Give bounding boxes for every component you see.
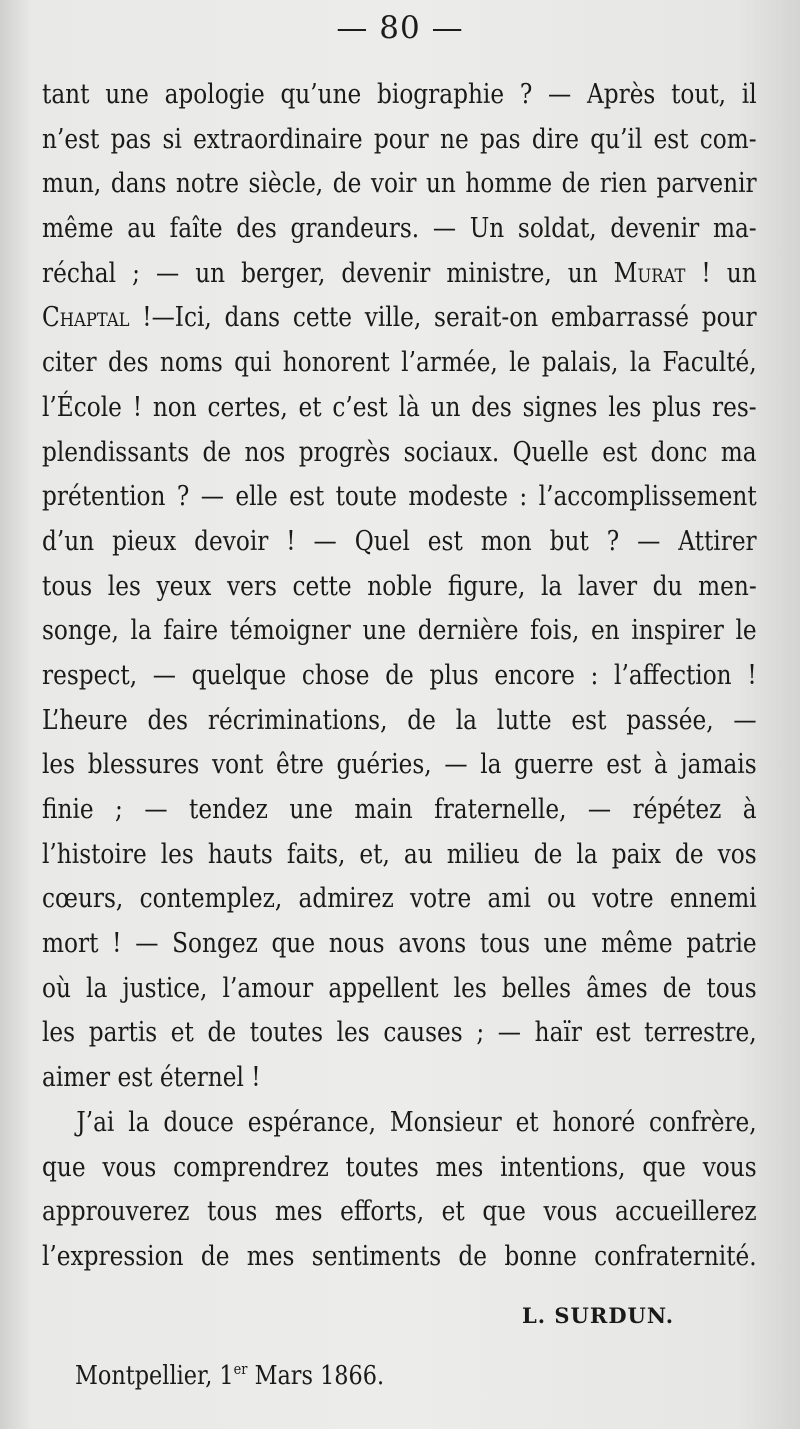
text-line: citer des noms qui honorent l’armée, le palais, la Faculté, — [42, 347, 757, 379]
text-line: approuverez tous mes efforts, et que vous accueillerez — [42, 1196, 757, 1228]
page-number: — 80 — — [336, 10, 464, 46]
date-place: Montpellier, 1 — [75, 1361, 234, 1391]
place-and-date — [75, 1360, 384, 1391]
date-rest: Mars 1866. — [247, 1361, 385, 1391]
text-line: l’expression de mes sentiments de bonne confraternité. — [42, 1240, 757, 1272]
text-line: prétention ? — elle est toute modeste : l’accomplissement — [42, 481, 757, 513]
signature: L. SURDUN. — [522, 1303, 675, 1328]
text-line: même au faîte des grandeurs. — Un soldat, devenir ma- — [42, 213, 757, 245]
text-line: respect, — quelque chose de plus encore : l’affection ! — [42, 659, 757, 691]
text-line: que vous comprendrez toutes mes intentions, que vous — [42, 1151, 757, 1183]
text-line: tous les yeux vers cette noble figure, la laver du men- — [42, 570, 757, 602]
body-text — [42, 73, 757, 1280]
text-line: plendissants de nos progrès sociaux. Quelle est donc ma — [42, 436, 757, 468]
text-line: où la justice, l’amour appellent les belles âmes de tous — [42, 972, 757, 1004]
text-line: n’est pas si extraordinaire pour ne pas dire qu’il est com- — [42, 123, 757, 155]
text-line: L’heure des récriminations, de la lutte est passée, — — [42, 704, 757, 736]
text-line — [42, 252, 757, 297]
text-line: aimer est éternel ! — [42, 1062, 261, 1094]
text-line: les blessures vont être guéries, — la guerre est à jamais — [42, 749, 757, 781]
name-chaptal: Chaptal — [42, 302, 130, 334]
date-superscript: er — [233, 1360, 248, 1378]
text-line: l’histoire les hauts faits, et, au milieu de la paix de vos — [42, 838, 757, 870]
text-line: cœurs, contemplez, admirez votre ami ou votre ennemi — [42, 883, 757, 915]
text-line: mort ! — Songez que nous avons tous une même patrie — [42, 928, 757, 960]
text-line — [42, 296, 757, 341]
name-murat: Murat — [613, 257, 686, 289]
text-line: mun, dans notre siècle, de voir un homme de rien parvenir — [42, 168, 757, 200]
text-line: les partis et de toutes les causes ; — haïr est terrestre, — [42, 1017, 757, 1049]
text-fragment: ! un — [685, 257, 757, 289]
text-fragment: !—Ici, dans cette ville, serait-on embarrassé pour — [129, 302, 757, 334]
text-line: songe, la faire témoigner une dernière fois, en inspirer le — [42, 615, 757, 647]
text-line: J’ai la douce espérance, Monsieur et honoré confrère, — [76, 1106, 757, 1138]
text-fragment: réchal ; — un berger, devenir ministre, un — [42, 257, 614, 289]
text-line: d’un pieux devoir ! — Quel est mon but ? — Attirer — [42, 525, 757, 557]
text-line: l’École ! non certes, et c’est là un des signes les plus res- — [42, 391, 757, 423]
text-line: finie ; — tendez une main fraternelle, — répétez à — [42, 794, 757, 825]
text-line: tant une apologie qu’une biographie ? — Après tout, il — [42, 79, 757, 110]
